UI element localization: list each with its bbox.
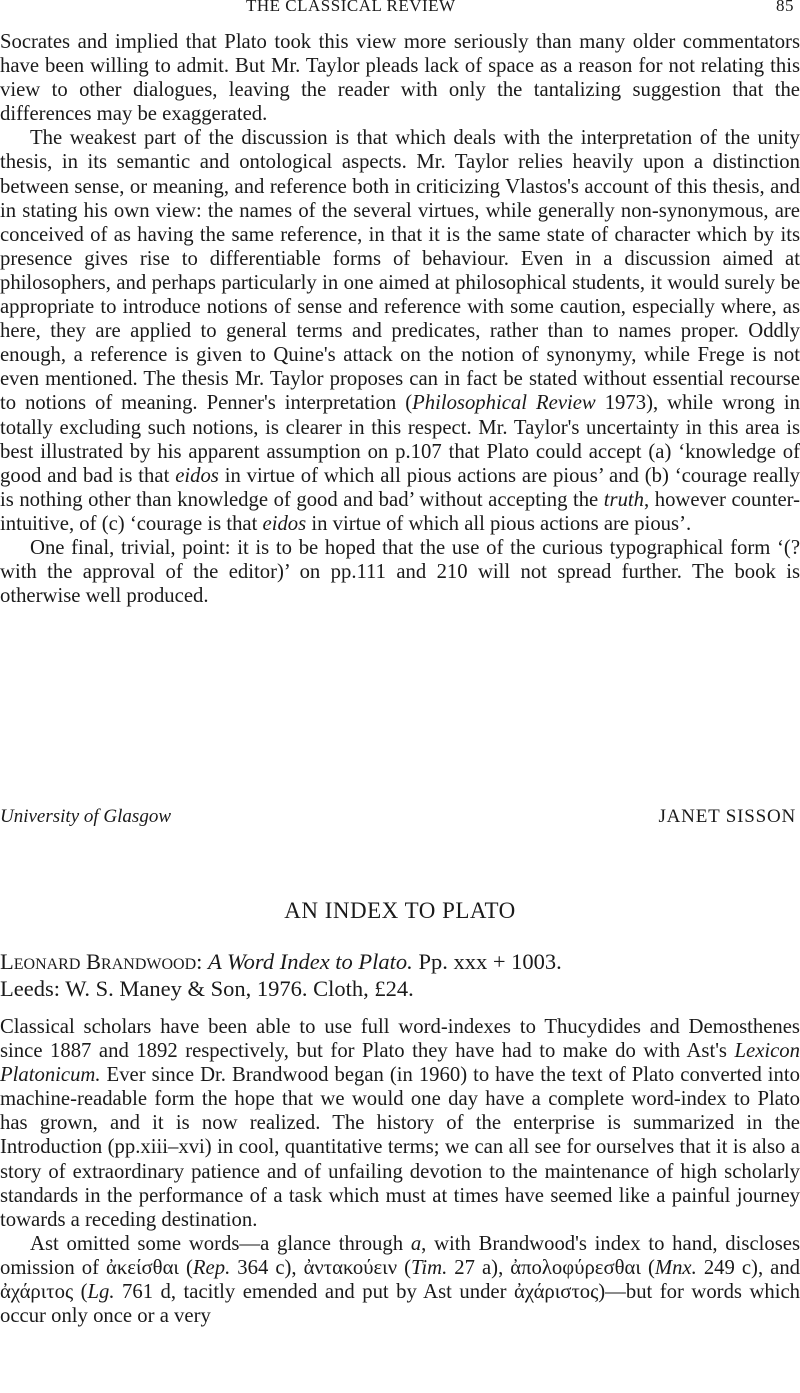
running-title: THE CLASSICAL REVIEW [246,0,456,15]
letter-alpha: a [410,1232,422,1255]
review-signoff [0,806,796,830]
text-span: , with Brandwood's index to hand, discloses omission of [0,1232,800,1279]
text-span: Ast omitted some words—a glance through [30,1232,411,1255]
work-title: Lexicon Platonicum. [0,1040,800,1087]
reviewer-affiliation: University of Glasgow [0,806,171,827]
journal-title: Philosophical Review [412,392,596,415]
reviewer-name: JANET SISSON [658,806,796,827]
greek-word: ἀκείσθαι [106,1256,179,1279]
book-title: A Word Index to Plato. [208,949,413,974]
text-span: Classical scholars have been able to use full word-indexes to Thucydides and Demosthenes since 1887 and 1892 respectively, but for Plato they have had to make do with Ast's [0,1016,800,1063]
paragraph: Ast omitted some words—a glance through a, with Brandwood's index to hand, discloses omission of ἀκείσθαι (Rep. 364 c), ἀντακούειν (Tim. 27 a), ἀπολοφύρεσθαι (Mnx. 249 c), and ἀχάριτος (Lg. 761 d, tacitly emended and put by Ast under ἀχάριστος)—but for words which occur only once or a very [0,1232,800,1328]
text-span: 1973), while wrong in totally excluding such notions, is clearer in this respect. Mr. Taylor's uncertainty in this area is best illustrated by his apparent assumption on p.107 that Plato could accept (a) ‘knowledge of good and bad is that [0,392,800,487]
term-eidos: eidos [175,464,219,487]
work-ref: Rep. [192,1256,231,1279]
text-span: )—but for words which occur only once or a very [0,1281,800,1328]
book-details: Pp. xxx + 1003. [412,949,562,974]
work-ref: Mnx. [654,1256,697,1279]
text-span: in virtue of which all pious actions are pious’ and (b) ‘courage really is nothing other than knowledge of good and bad’ without accepting the [0,464,800,511]
book-publisher: Leeds: W. S. Maney & Son, 1976. Cloth, £24. [0,976,414,1001]
book-citation [0,948,800,1002]
greek-word: ἀχάριστος [514,1281,599,1304]
paragraph: Socrates and implied that Plato took this view more seriously than many older commentators have been willing to admit. But Mr. Taylor pleads lack of space as a reason for not relating this view to other dialogues, leaving the reader with only the tantalizing suggestion that the differences may be exaggerated. [0,31,800,126]
greek-word: ἀντακούειν [303,1256,398,1279]
book-author: Leonard Brandwood: [0,949,203,974]
text-span: 761 d, tacitly emended and put by Ast under [114,1281,514,1304]
term-truth: truth [603,488,645,511]
work-ref: Tim. [411,1256,448,1279]
text-span: 27 a), [447,1256,511,1279]
text-span: , however counter-intuitive, of (c) ‘courage is that [0,488,800,535]
greek-word: ἀχάριτος [0,1281,74,1304]
term-eidos: eidos [262,512,307,535]
paragraph [0,1015,800,1232]
text-span: in virtue of which all pious actions are pious’. [306,512,692,535]
book-citation-line-1 [0,948,800,975]
text-span: The weakest part of the discussion is that which deals with the interpretation of the unity thesis, in its semantic and ontological aspects. Mr. Taylor relies heavily upon a distinction between sense, or meaning, and reference both in criticizing Vlastos's account of this thesis, and in stating his own view: the names of the several virtues, while generally non-synonymous, are conceived of as having the same reference, in that it is the same state of character which by its presence gives rise to differentiable forms of behaviour. Even in a discussion aimed at philosophers, and perhaps particularly in one aimed at philosophical students, it would surely be appropriate to introduce notions of sense and reference with some caution, especially where, as here, they are applied to general terms and predicates, rather than to names proper. Oddly enough, a reference is given to Quine's attack on the notion of synonymy, while Frege is not even mentioned. The thesis Mr. Taylor proposes can in fact be stated without essential recourse to notions of meaning. Penner's interpretation ( [0,127,800,415]
greek-word: ἀπολοφύρεσθαι [510,1256,641,1279]
review-continuation [0,30,800,608]
work-ref: Lg. [87,1281,115,1304]
text-span: Ever since Dr. Brandwood began (in 1960) to have the text of Plato converted into machine-readable form the hope that we would one day have a complete word-index to Plato has grown, and it is now realized. The history of the enterprise is summarized in the Introduction (pp.xiii–xvi) in cool, quantitative terms; we can all see for ourselves that it is also a story of extraordinary patience and of unfailing devotion to the maintenance of high scholarly standards in the performance of a task which must at times have seemed like a painful journey towards a receding destination. [0,1064,800,1231]
text-span: 249 c), and [696,1256,800,1279]
running-head [0,0,800,18]
section-heading: AN INDEX TO PLATO [284,898,516,923]
review-body [0,1015,800,1328]
paragraph: One final, trivial, point: it is to be hoped that the use of the curious typographical form ‘(? with the approval of the editor)’ on pp.111 and 210 will not spread further. The book is otherwise well produced. [0,536,800,608]
page-number: 85 [776,0,794,15]
text-span: 364 c), [230,1256,304,1279]
paragraph [0,126,800,536]
